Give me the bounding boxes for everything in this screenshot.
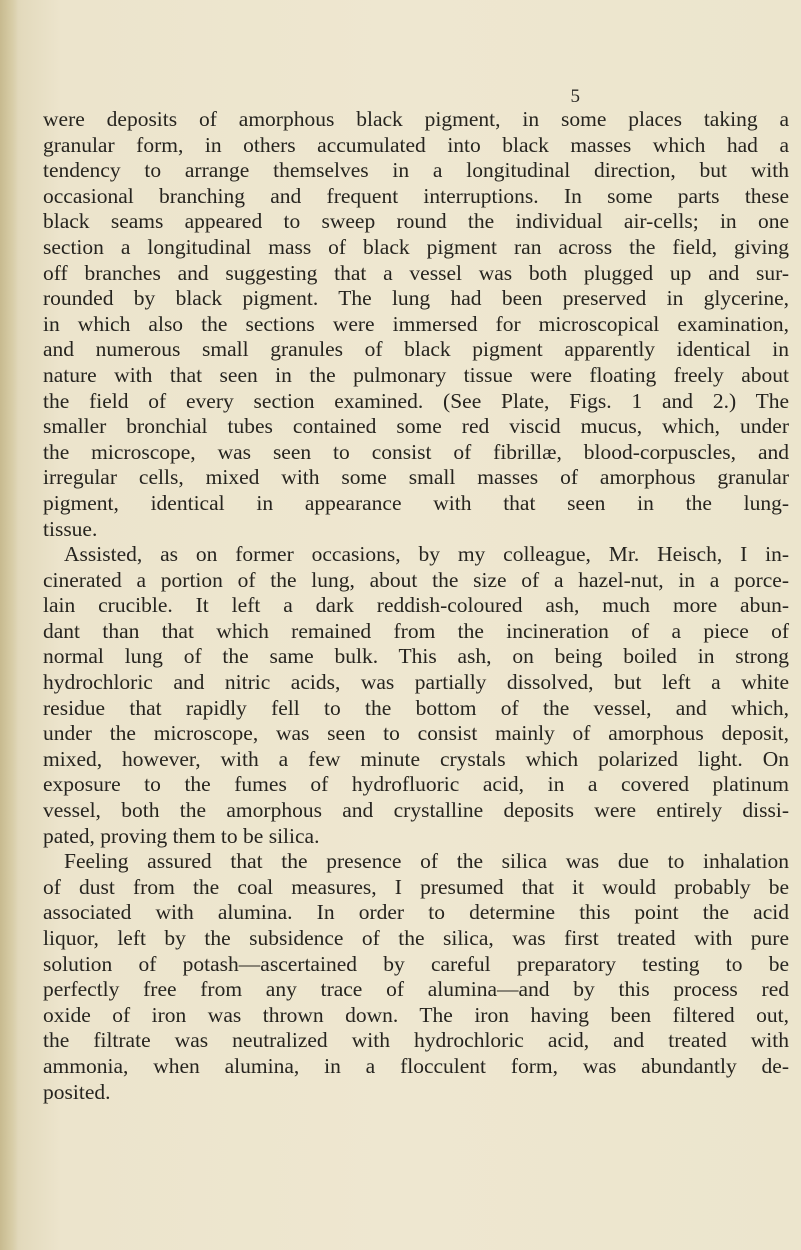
text-line: smaller bronchial tubes contained some red viscid mucus, which, under <box>43 414 789 439</box>
text-line: oxide of iron was thrown down. The iron having been filtered out, <box>43 1002 789 1027</box>
text-line: normal lung of the same bulk. This ash, on being boiled in strong <box>43 644 789 669</box>
text-line: irregular cells, mixed with some small masses of amorphous granular <box>43 465 789 490</box>
text-line: exposure to the fumes of hydrofluoric acid, in a covered platinum <box>43 772 789 797</box>
text-line: tissue. <box>43 516 98 541</box>
text-line: and numerous small granules of black pigment apparently identical in <box>43 337 789 362</box>
text-line: Assisted, as on former occasions, by my colleague, Mr. Heisch, I in- <box>64 542 789 567</box>
text-line: nature with that seen in the pulmonary tissue were floating freely about <box>43 362 789 387</box>
text-line: dant than that which remained from the incineration of a piece of <box>43 618 789 643</box>
text-line: hydrochloric and nitric acids, was partially dissolved, but left a white <box>43 670 789 695</box>
text-line: liquor, left by the subsidence of the silica, was first treated with pure <box>43 926 789 950</box>
text-line: pigment, identical in appearance with that seen in the lung- <box>43 490 789 515</box>
text-line: occasional branching and frequent interruptions. In some parts these <box>43 183 789 208</box>
paragraph-2 <box>43 542 789 849</box>
text-line: tendency to arrange themselves in a longitudinal direction, but with <box>43 158 789 183</box>
text-line: section a longitudinal mass of black pigment ran across the field, giving <box>43 234 789 259</box>
text-line: lain crucible. It left a dark reddish-coloured ash, much more abun- <box>43 593 789 618</box>
text-line: pated, proving them to be silica. <box>43 823 320 848</box>
text-line: associated with alumina. In order to determine this point the acid <box>43 900 789 925</box>
text-line: ammonia, when alumina, in a flocculent form, was abundantly de- <box>43 1053 789 1078</box>
text-line: granular form, in others accumulated into black masses which had a <box>43 132 789 157</box>
page-spine-shadow <box>0 0 18 1250</box>
text-line: perfectly free from any trace of alumina—and by this process red <box>43 977 789 1002</box>
text-line: the microscope, was seen to consist of fibrillæ, blood-corpuscles, and <box>43 439 789 464</box>
page-number: 5 <box>570 86 580 107</box>
text-line: residue that rapidly fell to the bottom of the vessel, and which, <box>43 695 789 720</box>
text-line: rounded by black pigment. The lung had been preserved in glycerine, <box>43 286 789 311</box>
text-line: in which also the sections were immersed for microscopical examination, <box>43 311 789 336</box>
text-line: were deposits of amorphous black pigment, in some places taking a <box>43 107 789 131</box>
body-text <box>43 107 789 1105</box>
text-line: off branches and suggesting that a vessel was both plugged up and sur- <box>43 260 789 285</box>
text-line: the filtrate was neutralized with hydrochloric acid, and treated with <box>43 1028 789 1053</box>
text-line: the field of every section examined. (See Plate, Figs. 1 and 2.) The <box>43 388 789 413</box>
paragraph-3 <box>43 849 789 1105</box>
text-line: under the microscope, was seen to consist mainly of amorphous deposit, <box>43 721 789 746</box>
text-line: solution of potash—ascertained by careful preparatory testing to be <box>43 951 789 976</box>
text-line: of dust from the coal measures, I presumed that it would probably be <box>43 874 789 899</box>
text-line: mixed, however, with a few minute crystals which polarized light. On <box>43 746 789 771</box>
text-line: black seams appeared to sweep round the individual air-cells; in one <box>43 209 789 234</box>
text-line: cinerated a portion of the lung, about the size of a hazel-nut, in a porce- <box>43 567 789 592</box>
paragraph-1 <box>43 107 789 542</box>
text-line: vessel, both the amorphous and crystalline deposits were entirely dissi- <box>43 798 789 823</box>
text-line: Feeling assured that the presence of the silica was due to inhalation <box>64 849 789 874</box>
text-line: posited. <box>43 1079 111 1104</box>
